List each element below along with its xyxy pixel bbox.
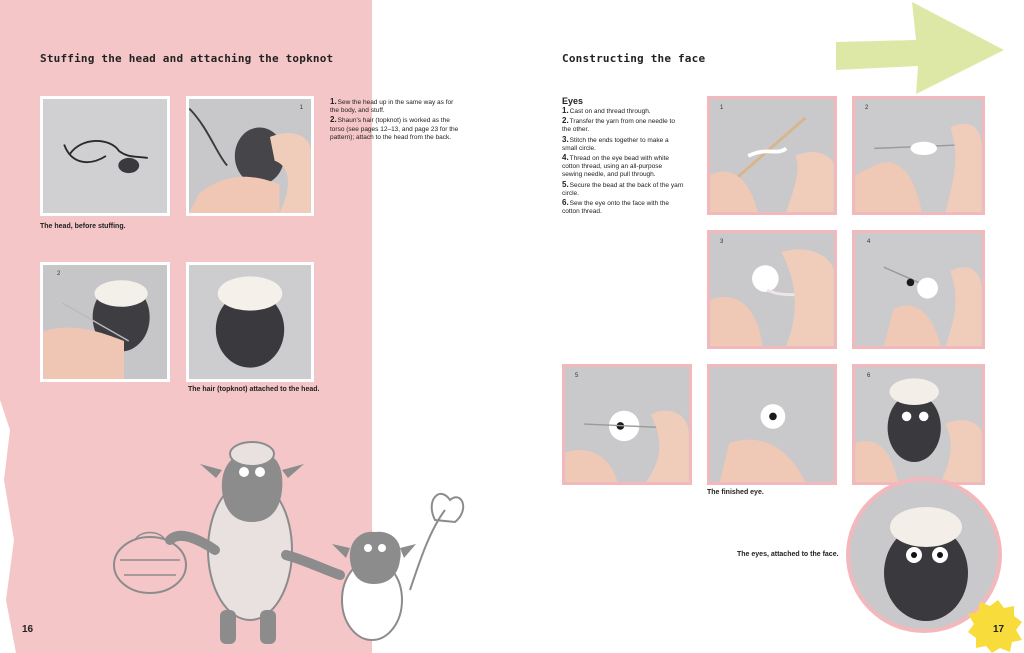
photo-attaching-topknot bbox=[40, 262, 170, 382]
green-arrow-decoration bbox=[836, 2, 1004, 94]
instruction-step bbox=[562, 181, 684, 198]
step-text: Thread on the eye bead with white cotton thread, using an all-purpose sewing needle, and pull through. bbox=[562, 155, 670, 179]
step-number: 6. bbox=[562, 198, 569, 208]
instruction-step bbox=[562, 107, 684, 116]
brush-stroke-white bbox=[0, 400, 60, 653]
photo-step-label: 5 bbox=[575, 373, 579, 379]
step-number: 4. bbox=[562, 153, 569, 163]
photo-stuffing-head bbox=[186, 96, 314, 216]
instruction-step bbox=[562, 154, 684, 180]
left-instructions bbox=[330, 98, 464, 143]
photo-eye-step-6 bbox=[852, 364, 985, 485]
right-page-title: Constructing the face bbox=[562, 52, 706, 65]
photo-step-label: 1 bbox=[720, 105, 724, 111]
step-number: 1. bbox=[330, 97, 337, 106]
step-number: 1. bbox=[562, 106, 569, 115]
shaun-timmy-illustration bbox=[110, 430, 480, 650]
step-text: Shaun's hair (topknot) is worked as the torso (see pages 12–13, and page 23 for the pattern); attach to the head from the back. bbox=[330, 117, 459, 141]
step-text: Sew the head up in the same way as for the body, and stuff. bbox=[330, 99, 454, 115]
photo-hair-attached bbox=[186, 262, 314, 382]
page-number-right: 17 bbox=[993, 624, 1005, 635]
step-number: 2. bbox=[330, 115, 337, 125]
step-text: Cast on and thread through. bbox=[569, 108, 651, 115]
instruction-step bbox=[562, 136, 684, 153]
photo-eye-step-4 bbox=[852, 230, 985, 349]
instruction-step bbox=[562, 117, 684, 134]
step-text: Transfer the yarn from one needle to the other. bbox=[562, 118, 675, 134]
step-text: Sew the eye onto the face with the cotton thread. bbox=[562, 200, 670, 216]
photo-step-label: 1 bbox=[299, 105, 303, 111]
step-number: 3. bbox=[562, 134, 569, 144]
instruction-step bbox=[330, 98, 464, 115]
step-text: Stitch the ends together to make a small circle. bbox=[562, 136, 669, 152]
section-heading-eyes: Eyes bbox=[562, 96, 584, 106]
caption-finished-eye: The finished eye. bbox=[707, 489, 764, 496]
step-number: 5. bbox=[562, 179, 569, 189]
photo-step-label: 2 bbox=[865, 105, 869, 111]
caption-head-before-stuffing: The head, before stuffing. bbox=[40, 223, 126, 230]
photo-eye-step-5 bbox=[562, 364, 692, 485]
caption-eyes-on-face: The eyes, attached to the face. bbox=[737, 551, 839, 558]
photo-head-before-stuffing bbox=[40, 96, 170, 216]
photo-step-label: 4 bbox=[867, 239, 871, 245]
photo-step-label: 2 bbox=[57, 271, 61, 277]
instruction-step bbox=[330, 116, 464, 142]
photo-eye-step-1 bbox=[707, 96, 837, 215]
page-number-left: 16 bbox=[22, 624, 34, 635]
photo-step-label: 6 bbox=[867, 373, 871, 379]
photo-eye-step-3 bbox=[707, 230, 837, 349]
caption-hair-attached: The hair (topknot) attached to the head. bbox=[188, 386, 320, 393]
left-page-title: Stuffing the head and attaching the topknot bbox=[40, 52, 334, 65]
photo-step-label: 3 bbox=[720, 239, 724, 245]
right-instructions bbox=[562, 107, 684, 217]
instruction-step bbox=[562, 199, 684, 216]
step-text: Secure the bead at the back of the yarn circle. bbox=[562, 181, 684, 197]
photo-finished-eye bbox=[707, 364, 837, 485]
photo-eye-step-2 bbox=[852, 96, 985, 215]
step-number: 2. bbox=[562, 116, 569, 126]
